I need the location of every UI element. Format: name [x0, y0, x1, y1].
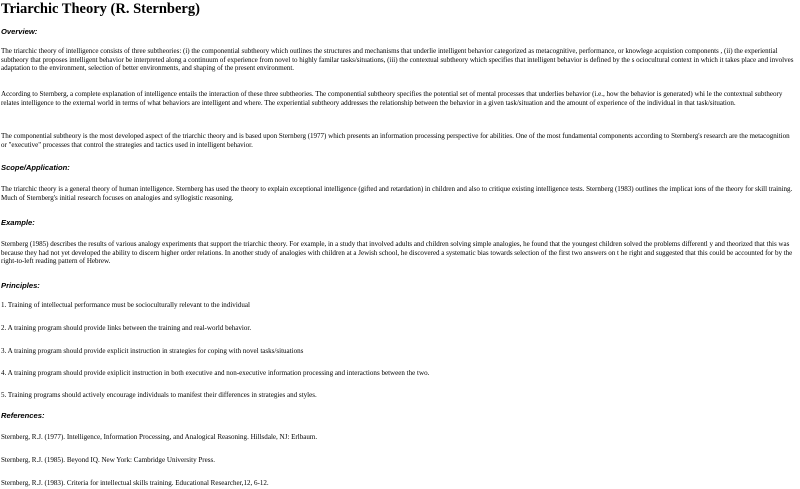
scope-heading: Scope/Application:	[1, 163, 70, 172]
principles-heading: Principles:	[1, 281, 40, 290]
example-paragraph: Sternberg (1985) describes the results of various analogy experiments that support the triarchic theory. For example, in a study that involved adults and children solving simple analogies, he found that the youngest children solved the problems differentl y and theorized that this was because they had not yet developed the ability to discern higher order relations. In another study of analogies with children at a Jewish school, he discovered a systematic bias towards selection of the first two answers on t he right and suggested that this could be accounted for by the right-to-left reading pattern of Hebrew.	[1, 240, 793, 266]
reference-item-2: Sternberg, R.J. (1985). Beyond IQ. New York: Cambridge University Press.	[1, 456, 216, 464]
principle-item-3: 3. A training program should provide explicit instruction in strategies for coping with novel tasks/situations	[1, 347, 304, 355]
principle-item-1: 1. Training of intellectual performance must be socioculturally relevant to the individual	[1, 301, 250, 309]
overview-paragraph-3: The componential subtheory is the most developed aspect of the triarchic theory and is based upon Sternberg (1977) which presents an information processing perspective for abilities. One of the most fundamental components according to Sternberg's research are the metacognition or "executive" processes that control the strategies and tactics used in intelligent behavior.	[1, 132, 790, 149]
reference-item-3: Sternberg, R.J. (1983). Criteria for intellectual skills training. Educational Researcher,12, 6-12.	[1, 479, 269, 487]
references-heading: References:	[1, 411, 45, 420]
principle-item-5: 5. Training programs should actively encourage individuals to manifest their differences in strategies and styles.	[1, 391, 317, 399]
page-title: Triarchic Theory (R. Sternberg)	[1, 1, 200, 17]
reference-item-1: Sternberg, R.J. (1977). Intelligence, Information Processing, and Analogical Reasoning. Hillsdale, NJ: Erlbaum.	[1, 433, 318, 441]
overview-heading: Overview:	[1, 27, 38, 36]
principle-item-4: 4. A training program should provide exiplicit instruction in both executive and non-executive information processing and interactions between the two.	[1, 369, 430, 377]
scope-paragraph: The triarchic theory is a general theory of human intelligence. Sternberg has used the theory to explain exceptional intelligence (gifted and retardation) in children and also to critique existing intelligence tests. Sternberg (1983) outlines the implicat ions of the theory for skill training. Much of Sternberg's initial research focuses on analogies and syllogistic reasoning.	[1, 185, 793, 202]
principle-item-2: 2. A training program should provide links between the training and real-world behavior.	[1, 324, 252, 332]
example-heading: Example:	[1, 218, 35, 227]
overview-paragraph-2: According to Sternberg, a complete explanation of intelligence entails the interaction of these three subtheories. The componential subtheory specifies the potential set of mental processes that underlies behavior (i.e., how the behavior is generated) whi le the contextual subtheory relates intelligence to the external world in terms of what behaviors are intelligent and where. The experiential subtheory addresses the relationship between the behavior in a given task/situation and the amount of experience of the individual in that task/situation.	[1, 90, 783, 107]
overview-paragraph-1: The triarchic theory of intelligence consists of three subtheories: (i) the componential subtheory which outlines the structures and mechanisms that underlie intelligent behavior categorized as metacognitive, performance, or knowlege acquistion components , (ii) the experiential subtheory that proposes intelligent behavior be interpreted along a continuum of experience from novel to highly familar tasks/situations, (iii) the contextual subtheory which specifies that intelligent behavior is defined by the s ociocultural context in which it takes place and involves adaptation to the environment, selection of better environments, and shaping of the present environment.	[1, 47, 794, 73]
